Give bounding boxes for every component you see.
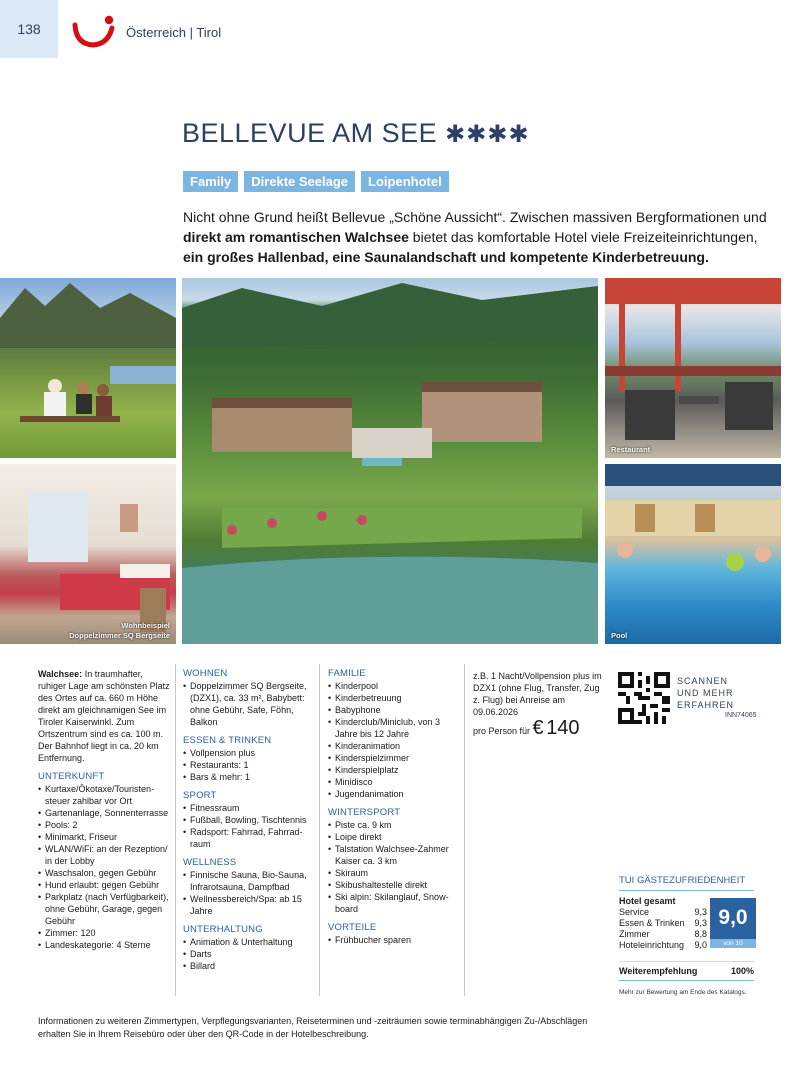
familie-list	[328, 680, 456, 800]
rating-value: 8,8	[694, 929, 707, 939]
info-column-family	[328, 668, 456, 946]
hotel-intro	[183, 207, 773, 267]
price-conditions: z.B. 1 Nacht/Vollpension plus im DZX1 (ohne Flug, Transfer, Zug z. Flug) bei Anreise am 09.06.2026	[473, 671, 602, 717]
list-item: • Fußball, Bowling, Tischtennis	[183, 814, 313, 826]
list-item: • Kinderspielplatz	[328, 764, 456, 776]
rating-overall-label	[619, 896, 707, 907]
list-item: • Pools: 2	[38, 819, 170, 831]
recommendation-value: 100%	[730, 966, 754, 976]
hotel-code: INN74065	[725, 712, 757, 719]
list-item: • Parkplatz (nach Verfügbarkeit), ohne Gebühr, Garage, gegen Gebühr	[38, 891, 170, 927]
sport-list	[183, 802, 313, 850]
qr-scan-line: SCANNEN	[677, 676, 729, 686]
essen-heading: ESSEN & TRINKEN	[183, 735, 272, 746]
tui-logo	[72, 14, 116, 48]
rating-row	[619, 907, 707, 918]
rating-overall-text: Hotel gesamt	[619, 896, 676, 906]
rating-label: Service	[619, 907, 650, 917]
page-number: 138	[17, 21, 41, 37]
rating-score-badge	[710, 898, 756, 948]
tag-seelage: Direkte Seelage	[244, 171, 355, 192]
list-item: • Vollpension plus	[183, 747, 313, 759]
list-item: • Doppelzimmer SQ Bergseite, (DZX1), ca. 33 m², Babybett: ohne Gebühr, Safe, Föhn, Balkon	[183, 680, 313, 728]
recommendation-row	[619, 961, 754, 981]
price-per-person: pro Person für	[473, 726, 531, 736]
photo-restaurant	[605, 278, 781, 458]
rating-value: 9,0	[694, 940, 707, 950]
rating-rows	[619, 896, 754, 951]
list-item: • Billard	[183, 960, 313, 972]
rating-score: 9,0	[718, 906, 748, 929]
list-item: • Finnische Sauna, Bio-Sauna, Infrarotsauna, Dampfbad	[183, 869, 313, 893]
recommendation-label: Weiterempfehlung	[619, 966, 698, 976]
intro-text-2: bietet das komfortable Hotel viele Freizeiteinrichtungen,	[408, 229, 758, 245]
price-amount: 140	[546, 717, 580, 739]
rating-score-scale: von 10	[710, 939, 756, 948]
list-item: • Skiraum	[328, 867, 456, 879]
list-item: • Landeskategorie: 4 Sterne	[38, 939, 170, 951]
list-item: • Fitnessraum	[183, 802, 313, 814]
list-item: • Frühbucher sparen	[328, 934, 456, 946]
intro-bold-1: direkt am romantischen Walchsee	[183, 229, 409, 245]
photo-pool	[605, 464, 781, 644]
list-item: • Minidisco	[328, 776, 456, 788]
rating-note: Mehr zur Bewertung am Ende des Katalogs.	[619, 989, 747, 996]
list-item: • WLAN/WiFi: an der Rezeption/ in der Lobby	[38, 843, 170, 867]
wohnen-list	[183, 680, 313, 728]
location-description	[38, 668, 170, 764]
room-caption-1: Wohnbeispiel	[121, 621, 170, 630]
list-item: • Minimarkt, Friseur	[38, 831, 170, 843]
list-item: • Darts	[183, 948, 313, 960]
rating-row	[619, 940, 707, 951]
wintersport-list	[328, 819, 456, 915]
location-text: In traumhafter, ruhiger Lage am schönsten Platz des Ortes auf ca. 660 m Höhe direkt am gleichnamigen See im Tiroler Kaiserwinkl. Zum Ortszentrum sind es ca. 100 m. Der Bahnhof liegt in ca. 20 km Entfernung.	[38, 669, 170, 763]
essen-list	[183, 747, 313, 783]
list-item: • Ski alpin: Skilanglauf, Snowboard	[328, 891, 456, 915]
column-divider	[464, 664, 465, 996]
photo-double-room	[0, 464, 176, 644]
list-item: • Babyphone	[328, 704, 456, 716]
rating-title: TUI GÄSTEZUFRIEDENHEIT	[619, 875, 754, 891]
wellness-list	[183, 869, 313, 917]
intro-bold-2: ein großes Hallenbad, eine Saunalandschaft und kompetente Kinderbetreuung.	[183, 249, 709, 265]
price-currency: €	[532, 717, 544, 739]
list-item: • Restaurants: 1	[183, 759, 313, 771]
rating-label: Essen & Trinken	[619, 918, 685, 928]
list-item: • Animation & Unterhaltung	[183, 936, 313, 948]
vorteile-list	[328, 934, 456, 946]
list-item: • Zimmer: 120	[38, 927, 170, 939]
region-breadcrumb: Österreich | Tirol	[126, 25, 222, 40]
rating-value: 9,3	[694, 918, 707, 928]
unterkunft-list	[38, 783, 170, 951]
list-item: • Loipe direkt	[328, 831, 456, 843]
column-divider	[175, 664, 176, 996]
photo-mountain-picnic	[0, 278, 176, 458]
wellness-heading: WELLNESS	[183, 857, 237, 868]
guest-satisfaction	[619, 875, 754, 998]
info-column-amenities	[183, 668, 313, 972]
qr-scan-line: UND MEHR	[677, 688, 734, 698]
list-item: • Wellnessbereich/Spa: ab 15 Jahre	[183, 893, 313, 917]
rating-label: Zimmer	[619, 929, 650, 939]
page-number-tab	[0, 0, 58, 58]
rating-label: Hoteleinrichtung	[619, 940, 685, 950]
tag-family: Family	[183, 171, 238, 192]
list-item: • Kinderpool	[328, 680, 456, 692]
list-item: • Waschsalon, gegen Gebühr	[38, 867, 170, 879]
photo-hotel-aerial	[182, 278, 598, 644]
list-item: • Radsport: Fahrrad, Fahrradraum	[183, 826, 313, 850]
list-item: • Kinderbetreuung	[328, 692, 456, 704]
wohnen-heading: WOHNEN	[183, 668, 228, 679]
hotel-stars: ✱✱✱✱	[445, 121, 530, 148]
unterhaltung-heading: UNTERHALTUNG	[183, 924, 263, 935]
restaurant-caption: Restaurant	[611, 445, 651, 454]
list-item: • Kinderanimation	[328, 740, 456, 752]
qr-scan-hint	[677, 675, 734, 711]
vorteile-heading: VORTEILE	[328, 922, 377, 933]
hotel-title	[182, 118, 530, 149]
list-item: • Gartenanlage, Sonnenterrasse	[38, 807, 170, 819]
familie-heading: FAMILIE	[328, 668, 366, 679]
list-item: • Kinderclub/Miniclub, von 3 Jahre bis 12 Jahre	[328, 716, 456, 740]
list-item: • Bars & mehr: 1	[183, 771, 313, 783]
tag-loipenhotel: Loipenhotel	[361, 171, 449, 192]
qr-code-icon[interactable]	[618, 672, 670, 724]
info-column-location	[38, 668, 170, 951]
unterkunft-heading: UNTERKUNFT	[38, 771, 105, 782]
wintersport-heading: WINTERSPORT	[328, 807, 401, 818]
pool-caption: Pool	[611, 631, 628, 640]
list-item: • Skibushaltestelle direkt	[328, 879, 456, 891]
footer-note: Informationen zu weiteren Zimmertypen, Verpflegungsvarianten, Reiseterminen und -zeiträumen sowie terminabhängigen Zu-/Abschlägen erhalten Sie in Ihrem Reisebüro oder über den QR-Code in der Hotelbeschreibung.	[38, 1016, 588, 1039]
rating-row	[619, 929, 707, 940]
price-box	[473, 670, 608, 737]
intro-text-1: Nicht ohne Grund heißt Bellevue „Schöne Aussicht“. Zwischen massiven Bergformationen und	[183, 209, 767, 225]
hotel-name: BELLEVUE AM SEE	[182, 118, 438, 148]
list-item: • Kinderspielzimmer	[328, 752, 456, 764]
column-divider	[319, 664, 320, 996]
hotel-tags	[183, 171, 449, 192]
list-item: • Kurtaxe/Ökotaxe/Touristensteuer zahlbar vor Ort	[38, 783, 170, 807]
sport-heading: SPORT	[183, 790, 217, 801]
list-item: • Hund erlaubt: gegen Gebühr	[38, 879, 170, 891]
location-lead: Walchsee:	[38, 669, 83, 679]
qr-scan-line: ERFAHREN	[677, 700, 735, 710]
room-caption-2: Doppelzimmer SQ Bergseite	[69, 631, 170, 640]
rating-value: 9,3	[694, 907, 707, 917]
rating-row	[619, 918, 707, 929]
list-item: • Piste ca. 9 km	[328, 819, 456, 831]
list-item: • Jugendanimation	[328, 788, 456, 800]
list-item: • Talstation Walchsee-Zahmer Kaiser ca. 3 km	[328, 843, 456, 867]
unterhaltung-list	[183, 936, 313, 972]
